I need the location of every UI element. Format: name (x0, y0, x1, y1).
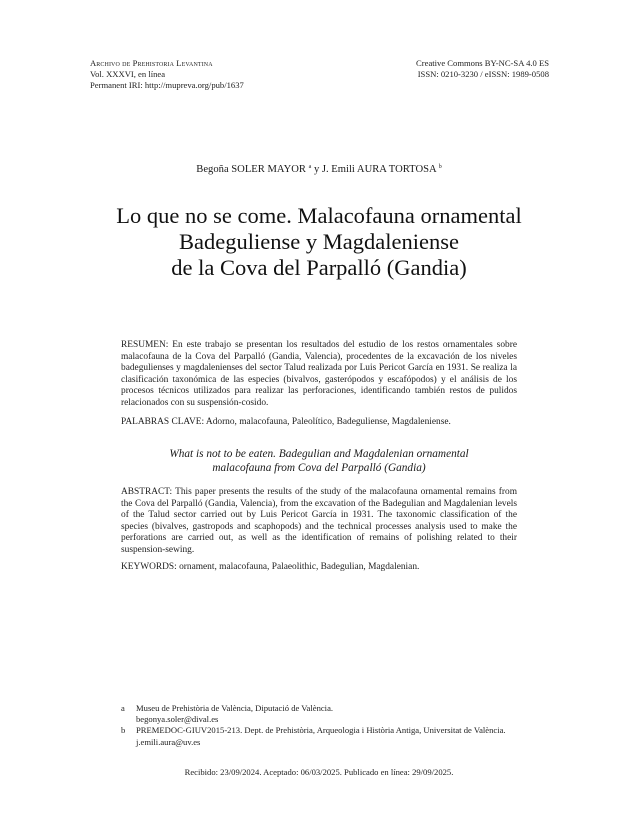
affiliation-email[interactable]: begonya.soler@dival.es (136, 714, 219, 725)
journal-header (90, 58, 244, 91)
publication-dates: Recibido: 23/09/2024. Aceptado: 06/03/2025. Publicado en línea: 29/09/2025. (184, 767, 454, 777)
author-connector: y (313, 164, 320, 175)
affiliation-email[interactable]: j.emili.aura@uv.es (136, 736, 201, 747)
affiliation-label: a (121, 703, 125, 713)
english-title-line: malacofauna from Cova del Parpalló (Gandia) (212, 461, 426, 474)
issn: ISSN: 0210-3230 / eISSN: 1989-0508 (417, 69, 549, 79)
license: Creative Commons BY-NC-SA 4.0 ES (416, 58, 549, 68)
keywords: KEYWORDS: ornament, malacofauna, Palaeolithic, Badegulian, Magdalenian. (121, 562, 420, 572)
affiliation-note (121, 703, 521, 725)
article-title (0, 203, 638, 281)
affiliation-note (121, 725, 521, 747)
author-2-affiliation-mark: b (438, 164, 442, 170)
affiliation-institution: Museu de Prehistòria de València, Diputació de València. (136, 703, 334, 713)
palabras-clave: PALABRAS CLAVE: Adorno, malacofauna, Paleolítico, Badeguliense, Magdaleniense. (121, 417, 451, 427)
abstract-paragraph: ABSTRACT: This paper presents the results of the study of the malacofauna ornamental remains from the Cova del Parpalló (Gandia, Valencia), from the excavation of the Badegulian and Magdalenian levels of the Talud sector carried out by Luis Pericot García in 1931. The taxonomic classification of the species (bivalves, gastropods and scaphopods) and the technical processes analysis used to make the perforations are carried out, as well as the identification of remains of polishing related to their suspension-sewing. (121, 487, 517, 555)
license-header (416, 58, 549, 80)
english-title-line: What is not to be eaten. Badegulian and Magdalenian ornamental (169, 448, 469, 460)
title-line: Lo que no se come. Malacofauna ornamental (116, 203, 522, 228)
affiliation-label: b (121, 725, 126, 736)
title-line: Badeguliense y Magdaleniense (179, 229, 459, 254)
author-line (0, 164, 638, 175)
journal-volume: Vol. XXXVI, en línea (90, 69, 166, 79)
author-1: Begoña SOLER MAYOR (196, 164, 306, 175)
title-line: de la Cova del Parpalló (Gandia) (171, 255, 467, 280)
author-2: J. Emili AURA TORTOSA (321, 164, 437, 175)
affiliation-institution: PREMEDOC-GIUV2015-213. Dept. de Prehistòria, Arqueologia i Història Antiga, Universitat de València. (136, 725, 506, 736)
author-1-affiliation-mark: a (308, 164, 312, 170)
english-title (0, 448, 638, 475)
affiliation-notes (121, 703, 521, 748)
resumen-paragraph: RESUMEN: En este trabajo se presentan los resultados del estudio de los restos ornamentales sobre malacofauna de la Cova del Parpalló (Gandia, Valencia), procedentes de la excavación de los niveles badegulienses y magdalenienses del sector Talud realizada por Luis Pericot García en 1931. Se realiza la clasificación taxonómica de las especies (bivalvos, gasterópodos y escafópodos) y el análisis de los procesos técnicos utilizados para realizar las perforaciones, identificando también restos de pulidos relacionados con su suspensión-cosido. (121, 340, 517, 408)
journal-name: Archivo de Prehistoria Levantina (90, 58, 213, 68)
permanent-iri: Permanent IRI: http://mupreva.org/pub/1637 (90, 80, 244, 90)
